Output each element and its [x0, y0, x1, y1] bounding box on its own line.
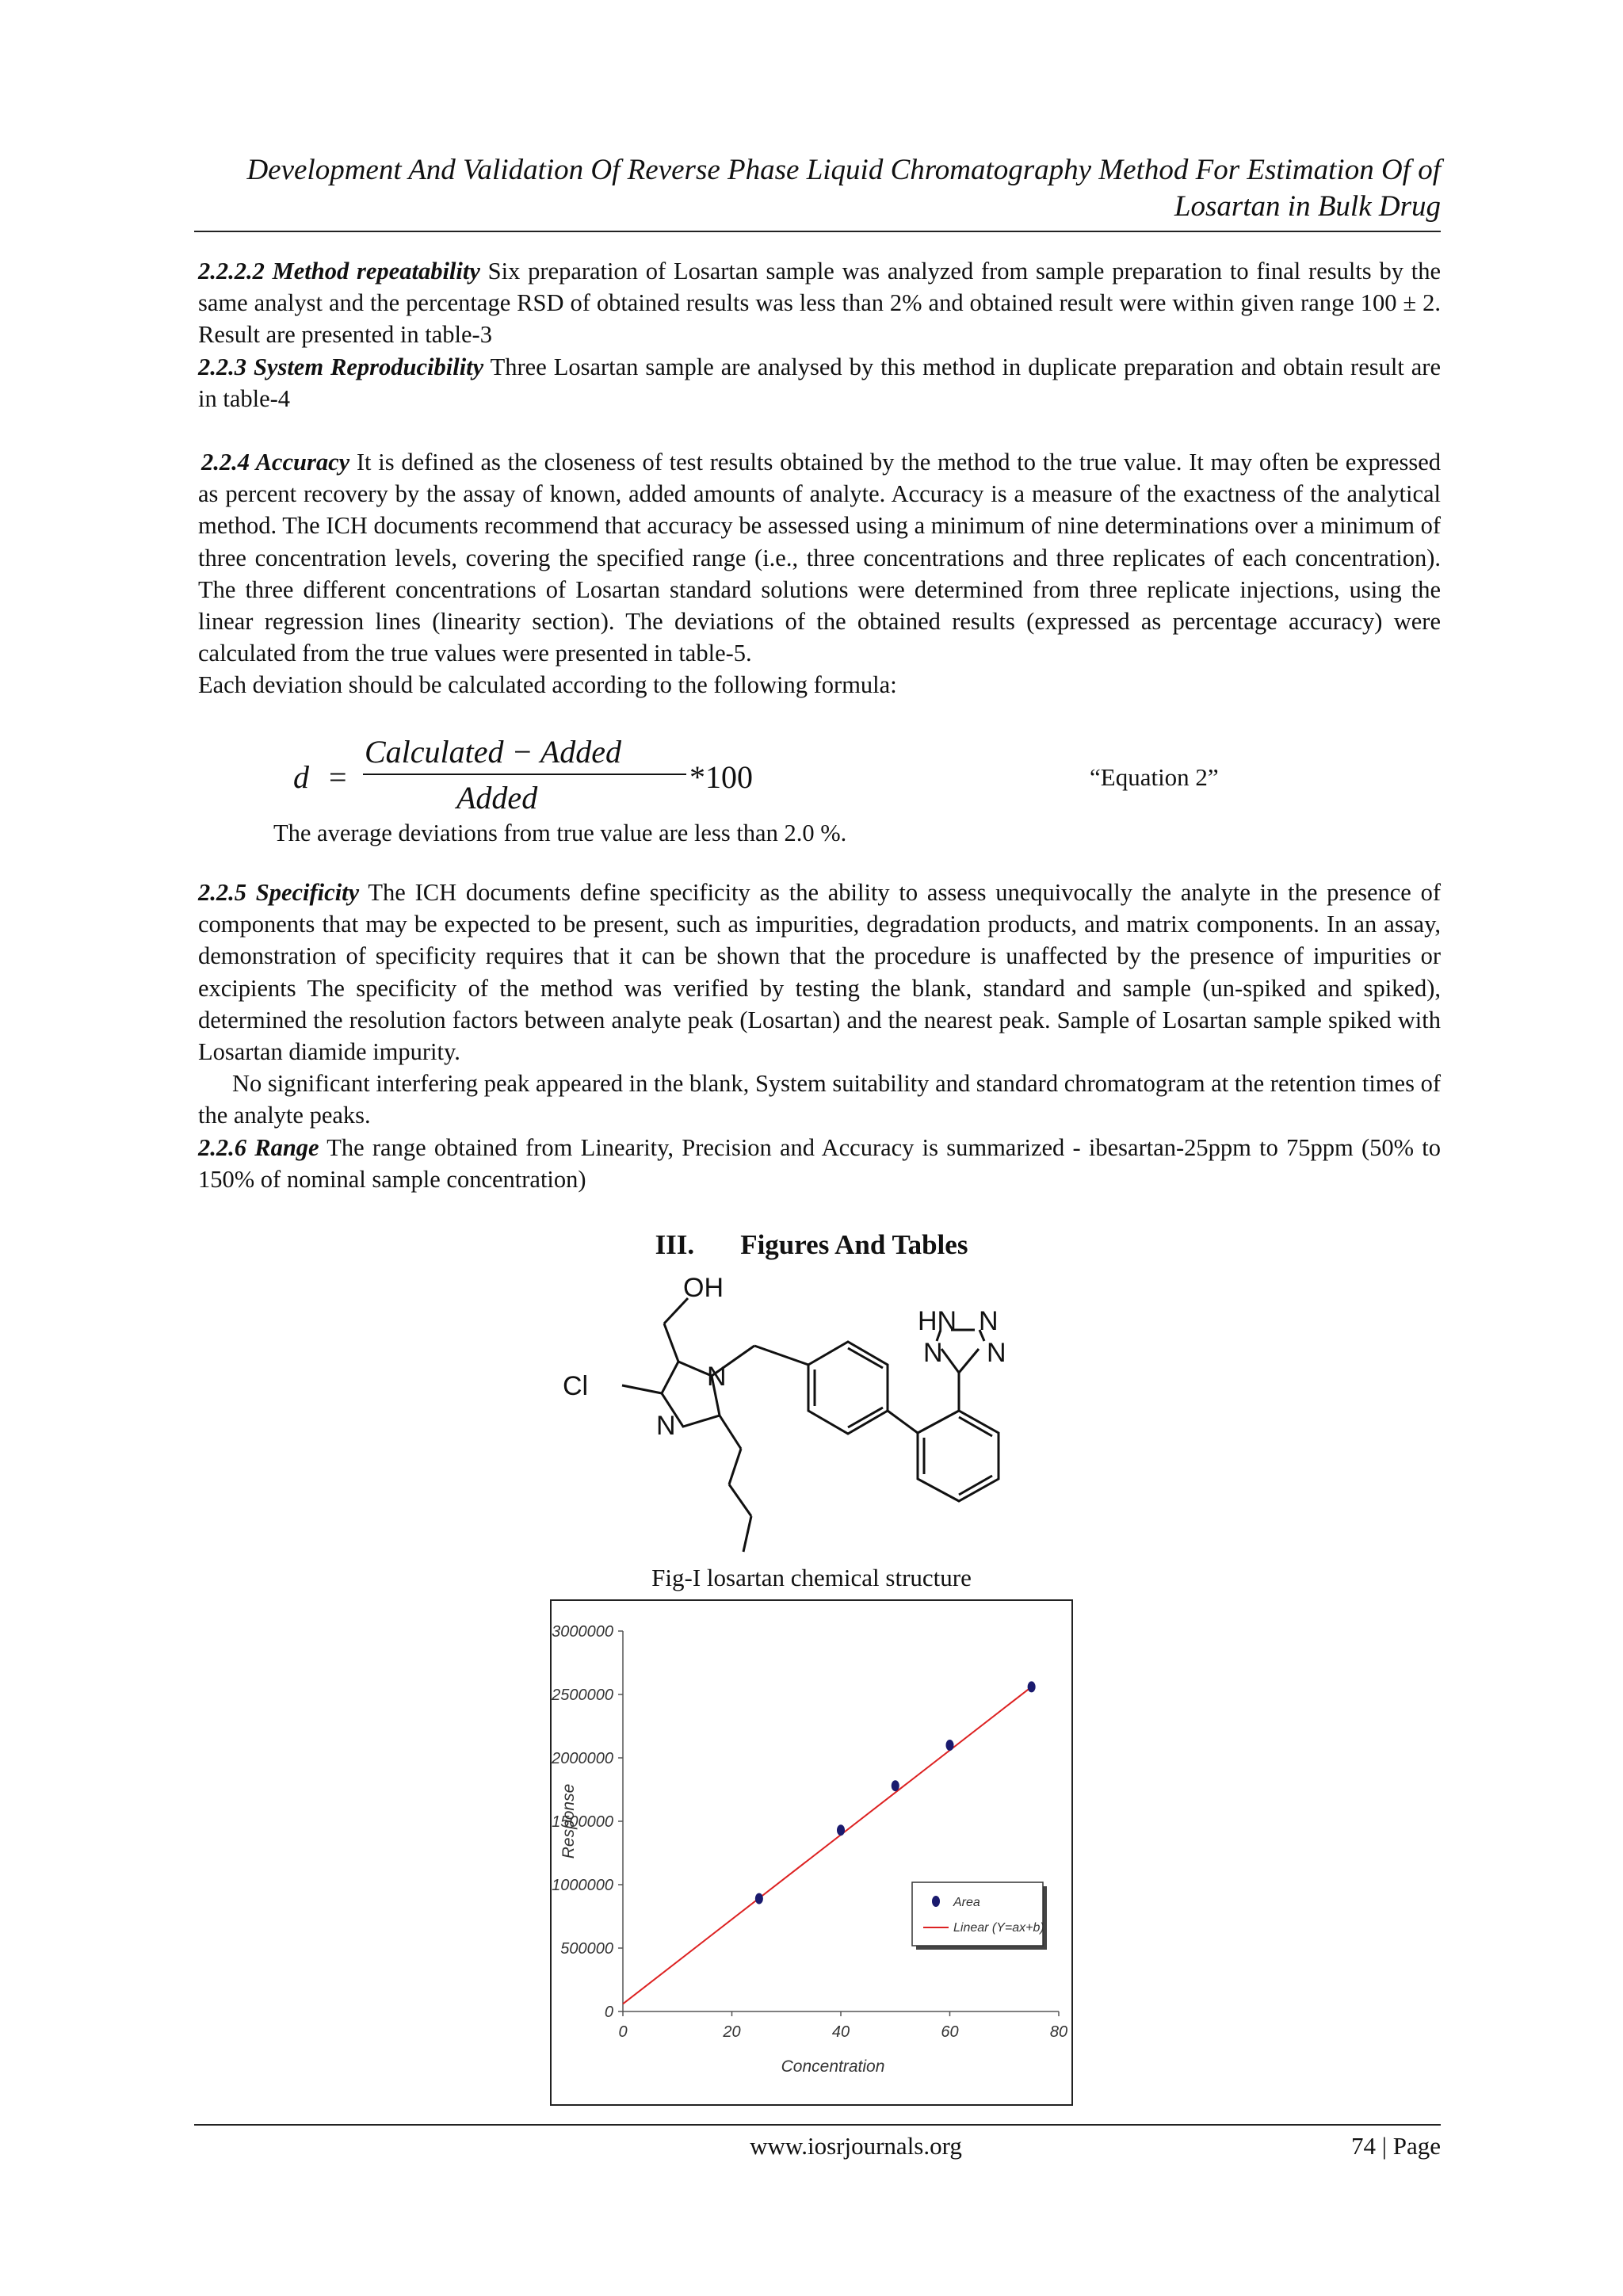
label-n1: N	[707, 1362, 727, 1392]
equation-multiplier: *100	[689, 759, 753, 795]
fraction-bar	[363, 774, 686, 775]
y-tick-label: 500000	[560, 1940, 613, 1958]
paragraph-gap	[198, 415, 1441, 446]
data-point	[755, 1893, 763, 1904]
data-point	[946, 1740, 954, 1751]
legend-label-linear: Linear (Y=ax+b)	[953, 1921, 1044, 1935]
paragraph-method-repeatability	[198, 255, 1441, 351]
structure-caption: Fig-I losartan chemical structure	[651, 1564, 972, 1591]
benzene-ring-2	[918, 1411, 999, 1501]
label-cl: Cl	[563, 1371, 589, 1401]
y-tick-label: 1500000	[552, 1813, 613, 1831]
footer-url: www.iosrjournals.org	[750, 2132, 962, 2160]
page-header	[194, 152, 1441, 225]
section-heading-figures	[0, 1229, 1623, 1261]
section-heading-225: 2.2.5 Specificity	[198, 879, 360, 906]
section-heading-223: 2.2.3 System Reproducibility	[198, 353, 484, 380]
linearity-chart	[550, 1599, 1073, 2106]
label-n2: N	[656, 1411, 676, 1441]
running-title-line1: Development And Validation Of Reverse Phase Liquid Chromatography Method For Estimation Of of	[246, 154, 1441, 186]
section-text-226: The range obtained from Linearity, Precision and Accuracy is summarized - ibesartan-25ppm to 75ppm (50% to 150% of nominal sample concentration)	[198, 1133, 1442, 1193]
section-heading-224: 2.2.4 Accuracy	[201, 449, 350, 476]
label-tn3: N	[987, 1338, 1006, 1368]
section-text-2222: Six preparation of Losartan sample was analyzed from sample preparation to final results by the same analyst and the percentage RSD of obtained results was less than 2% and obtained result were within given range 100 ± 2. Result are presented in table-3	[198, 258, 1441, 349]
equation-numerator: Calculated − Added	[365, 734, 621, 770]
regression-line	[623, 1687, 1032, 2004]
benzene-ring-1	[808, 1342, 888, 1434]
paragraph-accuracy	[198, 446, 1441, 669]
data-point	[892, 1780, 899, 1791]
body-text-upper	[198, 255, 1441, 701]
paragraph-specificity-2: No significant interfering peak appeared in the blank, System suitability and standard chromatogram at the retention times of the analyte peaks.	[198, 1070, 1441, 1129]
data-point	[1028, 1681, 1036, 1692]
y-tick-label: 0	[604, 2004, 613, 2021]
header-rule	[194, 231, 1441, 232]
equation-label: “Equation 2”	[1090, 763, 1219, 791]
y-tick-label: 1000000	[552, 1877, 613, 1894]
legend-marker-area	[932, 1896, 940, 1907]
footer-rule	[194, 2124, 1441, 2126]
y-tick-label: 2500000	[552, 1687, 613, 1704]
equation-lhs: d	[293, 759, 309, 795]
x-tick-label: 60	[941, 2023, 959, 2041]
legend-box	[912, 1882, 1043, 1946]
section-text-224: It is defined as the closeness of test results obtained by the method to the true value. It may often be expressed as percent recovery by the assay of known, added amounts of analyte. Accuracy is a measure of the exactness of the analytical method. The ICH documents recommend that accuracy be assessed using a minimum of nine determinations over a minimum of three concentration levels, covering the specified range (i.e., three concentrations and three replicates of each concentration). The three different concentrations of Losartan standard solutions were determined from three replicate injections, using the linear regression lines (linearity section). The deviations of the obtained results (expressed as percentage accuracy) were calculated from the true values were presented in table-5.	[198, 449, 1441, 667]
section-title: Figures And Tables	[740, 1229, 968, 1260]
legend-label-area: Area	[953, 1896, 980, 1909]
y-tick-label: 2000000	[552, 1750, 613, 1767]
label-tn1: N	[979, 1306, 999, 1336]
equation-note: The average deviations from true value are less than 2.0 %.	[273, 819, 847, 846]
x-tick-label: 40	[831, 2023, 850, 2041]
section-heading-226: 2.2.6 Range	[198, 1133, 319, 1161]
chart-svg	[552, 1601, 1071, 2104]
x-axis-label: Concentration	[781, 2057, 885, 2076]
paragraph-range	[198, 1132, 1441, 1195]
equation-equals: =	[329, 759, 347, 795]
paragraph-formula-intro: Each deviation should be calculated according to the following formula:	[198, 671, 897, 699]
section-number: III.	[655, 1229, 695, 1260]
label-tn2: N	[923, 1338, 943, 1368]
equation-denominator: Added	[456, 780, 538, 816]
paragraph-system-reproducibility	[198, 351, 1441, 415]
running-title-line2: Losartan in Bulk Drug	[1174, 190, 1441, 223]
equation-2	[269, 733, 1300, 820]
x-tick-label: 80	[1049, 2023, 1068, 2041]
x-tick-label: 20	[723, 2023, 741, 2041]
section-text-225: The ICH documents define specificity as the ability to assess unequivocally the analyte in the presence of components that may be expected to be present, such as impurities, degradation products, and matrix components. In an assay, demonstration of specificity requires that it can be shown that the procedure is unaffected by the presence of impurities or excipients The specificity of the method was verified by testing the blank, standard and sample (un-spiked and spiked), determined the resolution factors between analyte peak (Losartan) and the nearest peak. Sample of Losartan sample spiked with Losartan diamide impurity.	[198, 879, 1441, 1066]
losartan-structure-image	[547, 1266, 1070, 1560]
x-tick-label: 0	[618, 2023, 628, 2041]
y-axis-label: Response	[559, 1783, 578, 1859]
section-heading-2222: 2.2.2.2 Method repeatability	[198, 258, 480, 285]
y-tick-label: 3000000	[552, 1623, 613, 1641]
label-oh: OH	[683, 1273, 724, 1303]
section-text-223: Three Losartan sample are analysed by this method in duplicate preparation and obtain result are in table-4	[198, 353, 1441, 412]
data-point	[837, 1824, 845, 1836]
footer-page-number: 74 | Page	[1351, 2132, 1441, 2160]
paragraph-specificity	[198, 877, 1441, 1068]
label-hn: HN	[918, 1306, 957, 1336]
body-text-lower	[198, 877, 1441, 1195]
